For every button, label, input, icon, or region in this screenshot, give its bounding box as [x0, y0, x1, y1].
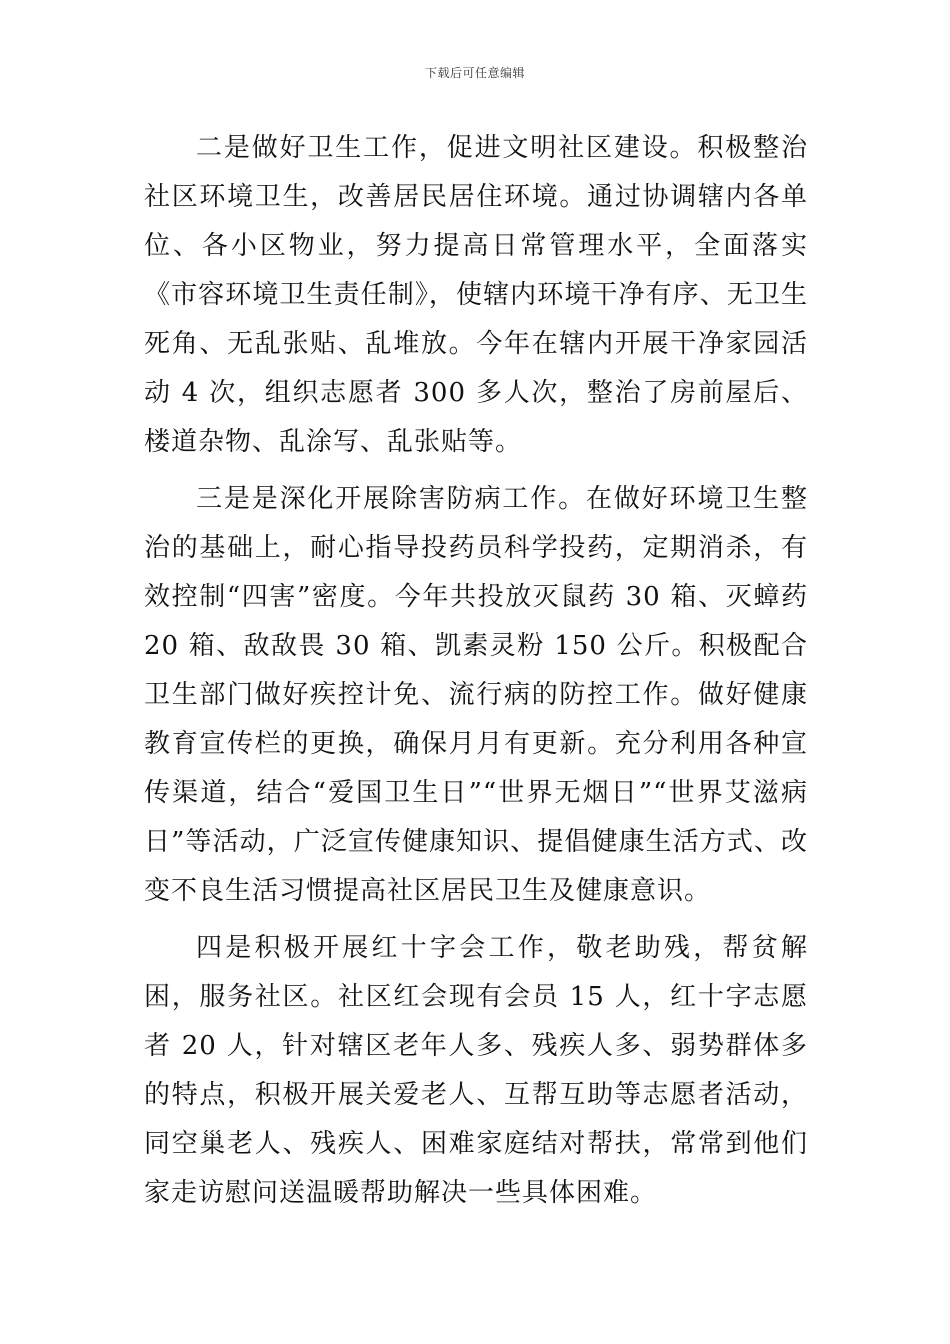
- paragraph-disease-prevention: 三是是深化开展除害防病工作。在做好环境卫生整治的基础上，耐心指导投药员科学投药，定期消杀，有效控制“四害”密度。今年共投放灭鼠药 30 箱、灭蟑药 20 箱、敌敌畏 30 箱、凯素灵粉 150 公斤。积极配合卫生部门做好疾控计免、流行病的防控工作。做好健康教育宣传栏的更换，确保月月有更新。充分利用各种宣传渠道，结合“爱国卫生日”“世界无烟日”“世界艾滋病日”等活动，广泛宣传健康知识、提倡健康生活方式、改变不良生活习惯提高社区居民卫生及健康意识。: [144, 484, 808, 906]
- document-body: [144, 124, 808, 1226]
- paragraph-red-cross: 四是积极开展红十字会工作，敬老助残，帮贫解困，服务社区。社区红会现有会员 15 人，红十字志愿者 20 人，针对辖区老年人多、残疾人多、弱势群体多的特点，积极开展关爱老人、互帮互助等志愿者活动，同空巢老人、残疾人、困难家庭结对帮扶，常常到他们家走访慰问送温暖帮助解决一些具体困难。: [144, 933, 808, 1208]
- page-header-note: 下载后可任意编辑: [424, 66, 525, 80]
- paragraph-sanitation: 二是做好卫生工作，促进文明社区建设。积极整治社区环境卫生，改善居民居住环境。通过协调辖内各单位、各小区物业，努力提高日常管理水平，全面落实《市容环境卫生责任制》，使辖内环境干净有序、无卫生死角、无乱张贴、乱堆放。今年在辖内开展干净家园活动 4 次，组织志愿者 300 多人次，整治了房前屋后、楼道杂物、乱涂写、乱张贴等。: [144, 133, 808, 457]
